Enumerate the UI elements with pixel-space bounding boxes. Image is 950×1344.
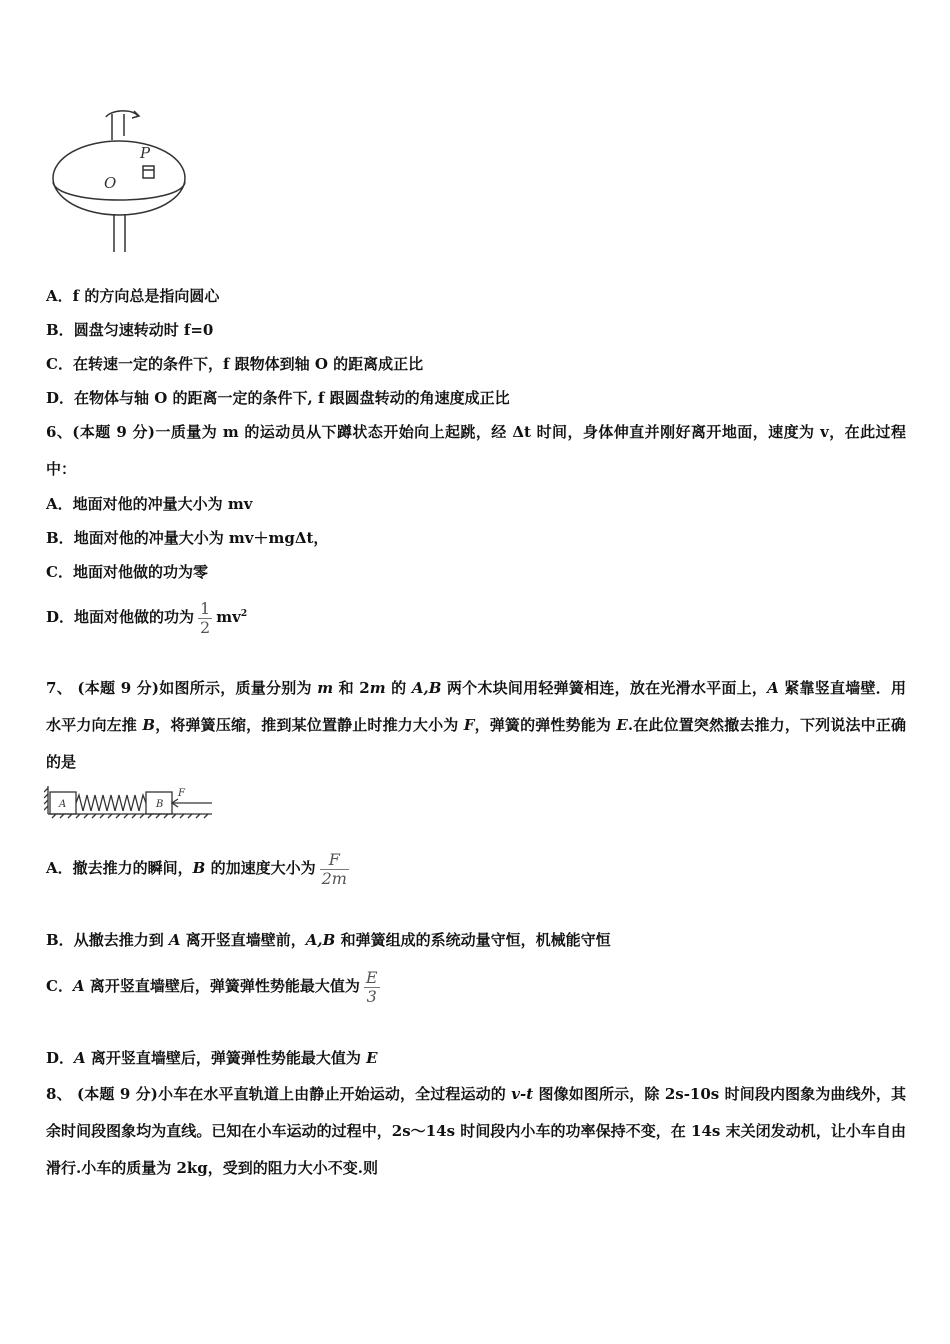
- label-force: F: [178, 788, 185, 799]
- label-o: O: [104, 174, 117, 192]
- fraction-e-over-3: $\frac{E}{3}$: [365, 967, 378, 1006]
- q6-option-c: C．地面对他做的功为零: [46, 563, 208, 581]
- label-p: P: [140, 144, 151, 162]
- q7-option-a: A．撤去推力的瞬间，B 的加速度大小为 $\frac{F}{2m}$: [46, 849, 347, 888]
- q8-stem: 8、 (本题 9 分)小车在水平直轨道上由静止开始运动，全过程运动的 v-t 图像如图所示，除 2s-10s 时间段内图象为曲线外，其余时间段图象均为直线。已知在小车运动的过程中，2s～14s 时间段内小车的功率保持不变，在 14s 末关闭发动机，让小车自由滑行.小车的质量为 2kg，受到的阻力大小不变.则: [46, 1085, 906, 1177]
- fraction-half: $\frac{1}{2}$: [200, 598, 211, 637]
- q6-option-b: B．地面对他的冲量大小为 mv＋mgΔt，: [46, 529, 329, 547]
- q7-option-b: B．从撤去推力到 A 离开竖直墙壁前，A,B 和弹簧组成的系统动量守恒，机械能守恒: [46, 931, 611, 949]
- label-block-a: A: [59, 799, 67, 810]
- q5-option-b: B．圆盘匀速转动时 f=0: [46, 321, 214, 339]
- q6-stem: 6、(本题 9 分)一质量为 m 的运动员从下蹲状态开始向上起跳，经 Δt 时间，身体伸直并刚好离开地面，速度为 v，在此过程中：: [46, 423, 906, 478]
- block-p: [143, 166, 154, 178]
- spring-block-figure: [44, 784, 216, 820]
- rotating-disk-figure: [48, 102, 198, 254]
- fraction-f-over-2m: $\frac{F}{2m}$: [321, 849, 347, 888]
- q6-option-d: D．地面对他做的功为 $\frac{1}{2}$ $mv^2$: [46, 598, 248, 637]
- q6-option-a: A．地面对他的冲量大小为 mv: [46, 495, 253, 513]
- disk-edge: [53, 182, 185, 200]
- q5-option-c: C．在转速一定的条件下，f 跟物体到轴 O 的距离成正比: [46, 355, 424, 373]
- label-block-b: B: [156, 799, 164, 810]
- q5-option-d: D．在物体与轴 O 的距离一定的条件下, f 跟圆盘转动的角速度成正比: [46, 389, 510, 407]
- disk-top-face: [53, 141, 185, 215]
- rotation-arrow-icon: [106, 111, 138, 117]
- q7-option-c: C．A 离开竖直墙壁后，弹簧弹性势能最大值为 $\frac{E}{3}$: [46, 967, 378, 1006]
- q7-option-d: D．A 离开竖直墙壁后，弹簧弹性势能最大值为 E: [46, 1049, 378, 1067]
- q7-stem: 7、 (本题 9 分)如图所示，质量分别为 m 和 2m 的 A,B 两个木块间用轻弹簧相连，放在光滑水平面上，A 紧靠竖直墙壁．用水平力向左推 B，将弹簧压缩，推到某位置静止时推力大小为 F，弹簧的弹性势能为 E.在此位置突然撤去推力，下列说法中正确的是: [46, 679, 906, 771]
- spring: [76, 795, 146, 811]
- q5-option-a: A．f 的方向总是指向圆心: [46, 287, 220, 305]
